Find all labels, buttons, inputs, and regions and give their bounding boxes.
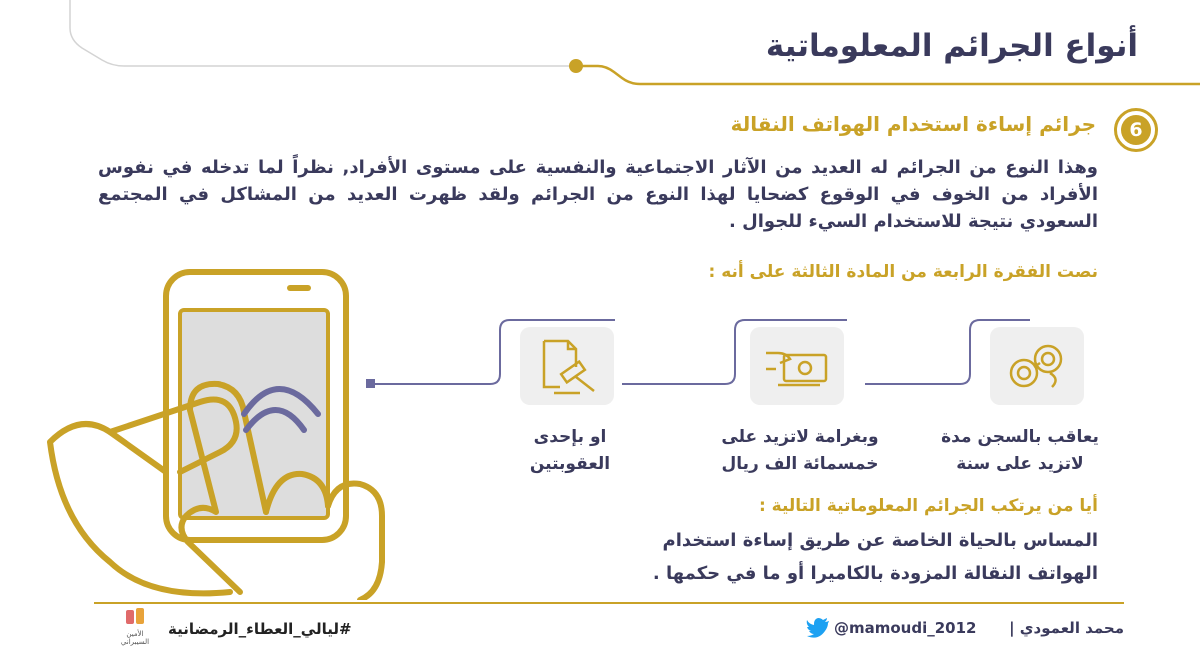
section-number: 6 [1121,115,1151,145]
money-hand-icon [750,327,844,405]
logo-line-1: الأمين [126,630,144,638]
gavel-document-icon [520,327,614,405]
penalty-2-line1: وبغرامة لاتزيد على [721,427,879,447]
penalty-3-line2: العقوبتين [529,454,611,474]
page-title: أنواع الجرائم المعلوماتية [765,28,1138,64]
penalty-1-caption [930,424,1110,478]
handcuffs-icon-box [990,327,1084,405]
organization-logo [112,606,158,660]
section-title: جرائم إساءة استخدام الهواتف النقالة [730,112,1096,136]
money-icon-box [750,327,844,405]
penalty-1-line1: يعاقب بالسجن مدة [941,427,1099,447]
twitter-handle[interactable]: @mamoudi_2012 [834,619,977,637]
author-name: محمد العمودي | [1009,619,1124,637]
penalty-3-line1: او بإحدى [533,427,607,447]
section-paragraph: وهذا النوع من الجرائم له العديد من الآثار الاجتماعية والنفسية على مستوى الأفراد, نظراً لما تدخله في نفوس الأفراد من الخوف في الوقوع كضحايا لهذا النوع من الجرائم ولقد ظهرت العديد من المشاكل في المجتمع السعودي نتيجة للاستخدام السيء للجوال . [98,157,1098,232]
penalty-3-caption [500,424,640,478]
penalty-connector-lines [360,300,1060,400]
logo-line-2: السيبراني [120,638,150,646]
section-number-badge [1114,108,1158,152]
penalty-2-caption [700,424,900,478]
offense-line-1: المساس بالحياة الخاصة عن طريق إساءة استخدام [662,530,1098,551]
offense-intro: أيا من يرتكب الجرائم المعلوماتية التالية : [758,496,1098,516]
offense-line-2: الهواتف النقالة المزودة بالكاميرا أو ما في حكمها . [652,563,1098,584]
logo-mark-icon [112,606,158,630]
penalty-2-line2: خمسمائة الف ريال [721,454,879,474]
phone-hand-illustration [40,262,430,600]
handcuffs-icon [990,327,1084,405]
gavel-icon-box [520,327,614,405]
hashtag[interactable]: #ليالي_العطاء_الرمضانية [168,620,352,638]
offense-text [653,524,1098,590]
footer-divider [94,602,1124,604]
penalty-1-line2: لاتزيد على سنة [956,454,1084,474]
twitter-icon[interactable] [806,617,830,639]
law-intro: نصت الفقرة الرابعة من المادة الثالثة على أنه : [708,262,1098,282]
